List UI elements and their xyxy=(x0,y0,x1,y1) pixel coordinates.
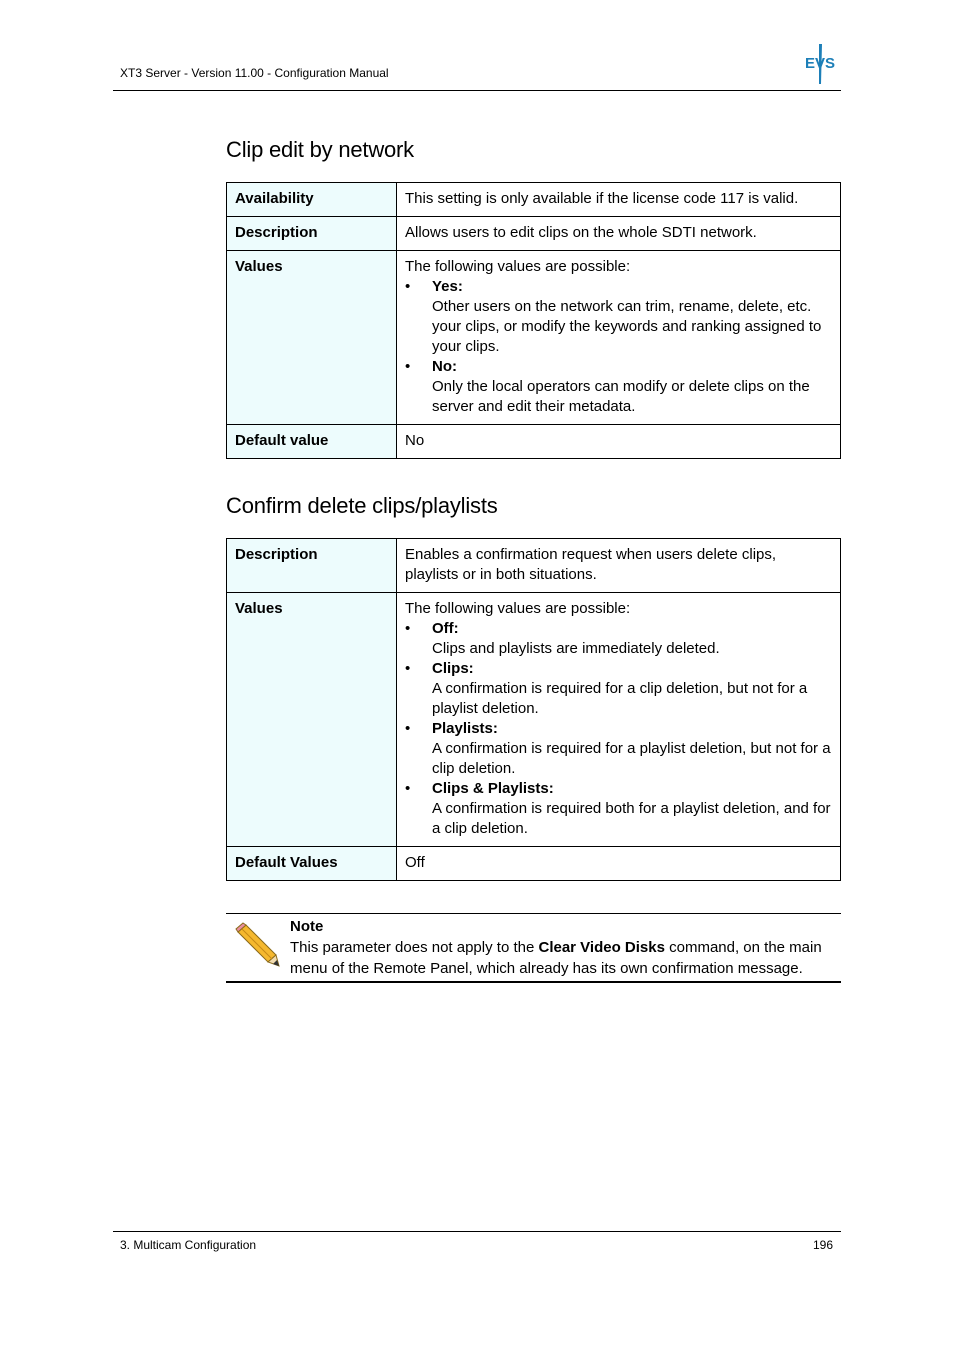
clip-edit-table xyxy=(226,182,841,459)
row-value xyxy=(397,251,841,425)
list-item xyxy=(405,277,833,357)
table-row xyxy=(227,425,841,459)
footer-chapter: 3. Multicam Configuration xyxy=(120,1238,257,1252)
value-name: Yes: xyxy=(432,278,463,295)
logo-text: EVS xyxy=(805,55,836,72)
list-item xyxy=(405,779,833,839)
row-key: Default value xyxy=(227,425,397,459)
value-name: Playlists: xyxy=(432,720,498,737)
value-name: Off: xyxy=(432,620,459,637)
bullet: • xyxy=(405,720,411,737)
table-row xyxy=(227,847,841,881)
values-intro: The following values are possible: xyxy=(405,600,631,617)
row-value: Allows users to edit clips on the whole SDTI network. xyxy=(397,217,841,251)
section-title-clip-edit: Clip edit by network xyxy=(226,137,414,162)
footer-divider xyxy=(113,1231,841,1232)
note-box xyxy=(226,913,841,983)
value-description: A confirmation is required for a playlist deletion, but not for a clip deletion. xyxy=(432,740,831,777)
bullet: • xyxy=(405,780,411,797)
row-value: Off xyxy=(397,847,841,881)
value-description: Clips and playlists are immediately deleted. xyxy=(432,640,720,657)
row-key: Values xyxy=(227,251,397,425)
header-divider xyxy=(113,90,841,91)
note-text: command, on the main menu of the Remote Panel, which already has its own confirmation message. xyxy=(290,939,822,977)
table-row xyxy=(227,251,841,425)
note-body xyxy=(290,937,841,979)
bullet: • xyxy=(405,620,411,637)
value-description: Only the local operators can modify or delete clips on the server and edit their metadata. xyxy=(432,378,810,415)
table-row xyxy=(227,183,841,217)
confirm-delete-table xyxy=(226,538,841,881)
values-list xyxy=(405,277,833,417)
row-value: This setting is only available if the license code 117 is valid. xyxy=(397,183,841,217)
row-value xyxy=(397,593,841,847)
evs-logo xyxy=(804,44,836,84)
bullet: • xyxy=(405,660,411,677)
bullet: • xyxy=(405,278,411,295)
pencil-icon xyxy=(232,922,282,972)
value-name: Clips: xyxy=(432,660,474,677)
note-text: This parameter does not apply to the xyxy=(290,939,539,956)
list-item xyxy=(405,719,833,779)
row-key: Values xyxy=(227,593,397,847)
values-intro: The following values are possible: xyxy=(405,258,631,275)
page-number: 196 xyxy=(812,1238,833,1252)
value-name: Clips & Playlists: xyxy=(432,780,554,797)
table-row xyxy=(227,539,841,593)
section-title-confirm-delete: Confirm delete clips/playlists xyxy=(226,493,498,518)
row-key: Availability xyxy=(227,183,397,217)
value-description: Other users on the network can trim, rename, delete, etc. your clips, or modify the keywords and ranking assigned to your clips. xyxy=(432,298,822,355)
row-value: Enables a confirmation request when users delete clips, playlists or in both situations. xyxy=(397,539,841,593)
value-name: No: xyxy=(432,358,457,375)
list-item xyxy=(405,357,833,417)
list-item xyxy=(405,619,833,659)
table-row xyxy=(227,593,841,847)
bullet: • xyxy=(405,358,411,375)
table-row xyxy=(227,217,841,251)
row-value: No xyxy=(397,425,841,459)
values-list xyxy=(405,619,833,839)
value-description: A confirmation is required for a clip deletion, but not for a playlist deletion. xyxy=(432,680,808,717)
note-bold-command: Clear Video Disks xyxy=(538,939,665,956)
value-description: A confirmation is required both for a playlist deletion, and for a clip deletion. xyxy=(432,800,831,837)
row-key: Description xyxy=(227,539,397,593)
row-key: Default Values xyxy=(227,847,397,881)
row-key: Description xyxy=(227,217,397,251)
note-title: Note xyxy=(290,918,324,935)
header-title: XT3 Server - Version 11.00 - Configuration Manual xyxy=(120,66,389,80)
list-item xyxy=(405,659,833,719)
